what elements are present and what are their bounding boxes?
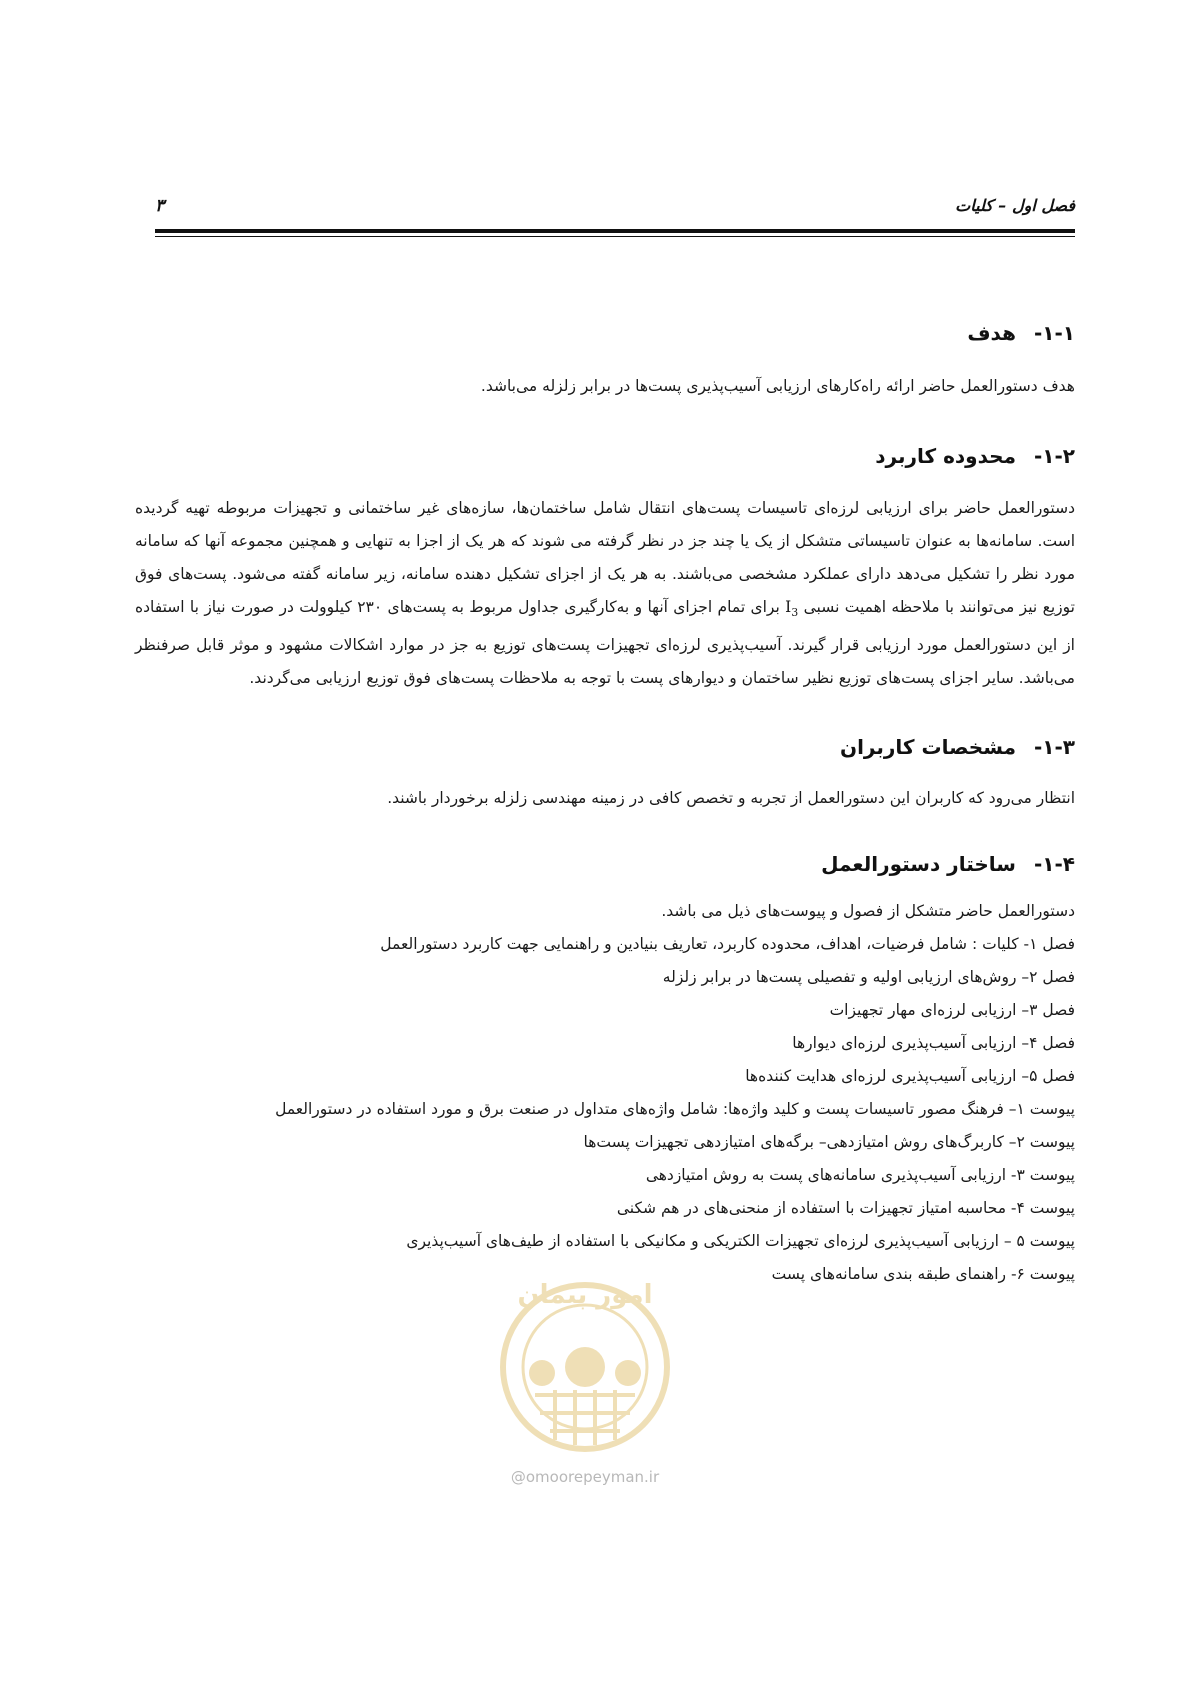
list-item: پیوست ۴- محاسبه امتیاز تجهیزات با استفاده از منحنی‌های در هم شکنی <box>616 1199 1075 1218</box>
section-title: مشخصات کاربران <box>840 735 1016 760</box>
section-number: ۱-۳- <box>1033 735 1075 760</box>
list-item: فصل ۵– ارزیابی آسیب‌پذیری لرزه‌ای هدایت کننده‌ها <box>745 1067 1075 1086</box>
section-paragraph-scope <box>135 492 1075 695</box>
structure-intro: دستورالعمل حاضر متشکل از فصول و پیوست‌های ذیل می باشد. <box>661 902 1075 921</box>
scope-text-part2: برای تمام اجزای آنها و به‌کارگیری جداول مربوط به پست‌های ۲۳۰ کیلوولت در صورت نیاز با استفاده از این دستورالعمل مورد ارزیابی قرار گیرند. آسیب‌پذیری لرزه‌ای تجهیزات پست‌های توزیع به جز در موارد اشکالات مشهود و موثر قابل صرفنظر می‌باشد. سایر اجزای پست‌های توزیع نظیر ساختمان و دیوارهای پست با توجه به ملاحظات پست‌های فوق توزیع ارزیابی می‌گردند. <box>135 598 1075 688</box>
scope-text-part1: دستورالعمل حاضر برای ارزیابی لرزه‌ای تاسیسات پست‌های انتقال شامل ساختمان‌ها، سازه‌های غیر ساختمانی و تجهیزات مربوطه تهیه گردیده است. سامانه‌ها به عنوان تاسیساتی متشکل از یک یا چند جز در نظر گرفته می شوند که هر یک از اجزا به تنهایی و همچنین مجموعه آنها که سامانه مورد نظر را تشکیل می‌دهد دارای عملکرد مشخصی می‌باشند. به هر یک از اجزای تشکیل دهنده سامانه، زیر سامانه گفته می‌شود. پست‌های فوق توزیع نیز می‌توانند با ملاحظه اهمیت نسبی <box>135 499 1075 616</box>
section-heading-scope <box>135 441 1075 471</box>
section-heading-users <box>135 732 1075 762</box>
seal-lettering: امور پیمان <box>517 1280 653 1310</box>
variable-symbol: I <box>785 598 792 616</box>
list-item: پیوست ۱– فرهنگ مصور تاسیسات پست و کلید واژه‌ها: شامل واژه‌های متداول در صنعت برق و مورد استفاده در دستورالعمل <box>275 1100 1075 1119</box>
page-number: ۳ <box>155 196 165 216</box>
list-item: پیوست ۵ – ارزیابی آسیب‌پذیری لرزه‌ای تجهیزات الکتریکی و مکانیکی با استفاده از طیف‌های آسیب‌پذیری <box>406 1232 1075 1251</box>
page-content <box>135 318 1075 1291</box>
list-item: فصل ۳– ارزیابی لرزه‌ای مهار تجهیزات <box>829 1001 1075 1020</box>
section-heading-goal <box>135 318 1075 348</box>
importance-factor-variable <box>785 598 799 620</box>
section-heading-structure <box>135 849 1075 879</box>
section-title: محدوده کاربرد <box>875 444 1016 468</box>
list-item: پیوست ۲– کاربرگ‌های روش امتیازدهی– برگه‌های امتیازدهی تجهیزات پست‌ها <box>583 1133 1075 1152</box>
list-item: پیوست ۶- راهنمای طبقه بندی سامانه‌های پست <box>771 1265 1075 1284</box>
page-header <box>155 196 1075 222</box>
section-number: ۱-۱- <box>1033 321 1075 345</box>
chapter-title: فصل اول – کلیات <box>955 196 1075 215</box>
section-paragraph-users: انتظار می‌رود که کاربران این دستورالعمل از تجربه و تخصص کافی در زمینه مهندسی زلزله برخوردار باشند. <box>387 789 1075 808</box>
list-item: فصل ۲– روش‌های ارزیابی اولیه و تفصیلی پست‌ها در برابر زلزله <box>662 968 1075 987</box>
header-rule-thin <box>155 236 1075 237</box>
list-item: فصل ۴– ارزیابی آسیب‌پذیری لرزه‌ای دیوارها <box>792 1034 1075 1053</box>
section-number: ۱-۲- <box>1033 444 1075 468</box>
section-paragraph-goal: هدف دستورالعمل حاضر ارائه راه‌کارهای ارزیابی آسیب‌پذیری پست‌ها در برابر زلزله می‌باشد. <box>480 377 1075 395</box>
section-title: هدف <box>967 321 1016 345</box>
section-title: ساختار دستورالعمل <box>821 852 1016 877</box>
list-item: پیوست ۳- ارزیابی آسیب‌پذیری سامانه‌های پست به روش امتیازدهی <box>645 1166 1075 1185</box>
list-item: فصل ۱- کلیات : شامل فرضیات، اهداف، محدوده کاربرد، تعاریف بنیادین و راهنمایی جهت کاربرد دستورالعمل <box>380 935 1075 954</box>
watermark-url: @omoorepeyman.ir <box>510 1468 660 1486</box>
variable-subscript: 3 <box>791 606 799 620</box>
section-number: ۱-۴- <box>1033 852 1075 877</box>
header-rule-thick <box>155 229 1075 233</box>
structure-list <box>135 928 1075 1291</box>
watermark-seal-icon <box>460 1255 710 1465</box>
